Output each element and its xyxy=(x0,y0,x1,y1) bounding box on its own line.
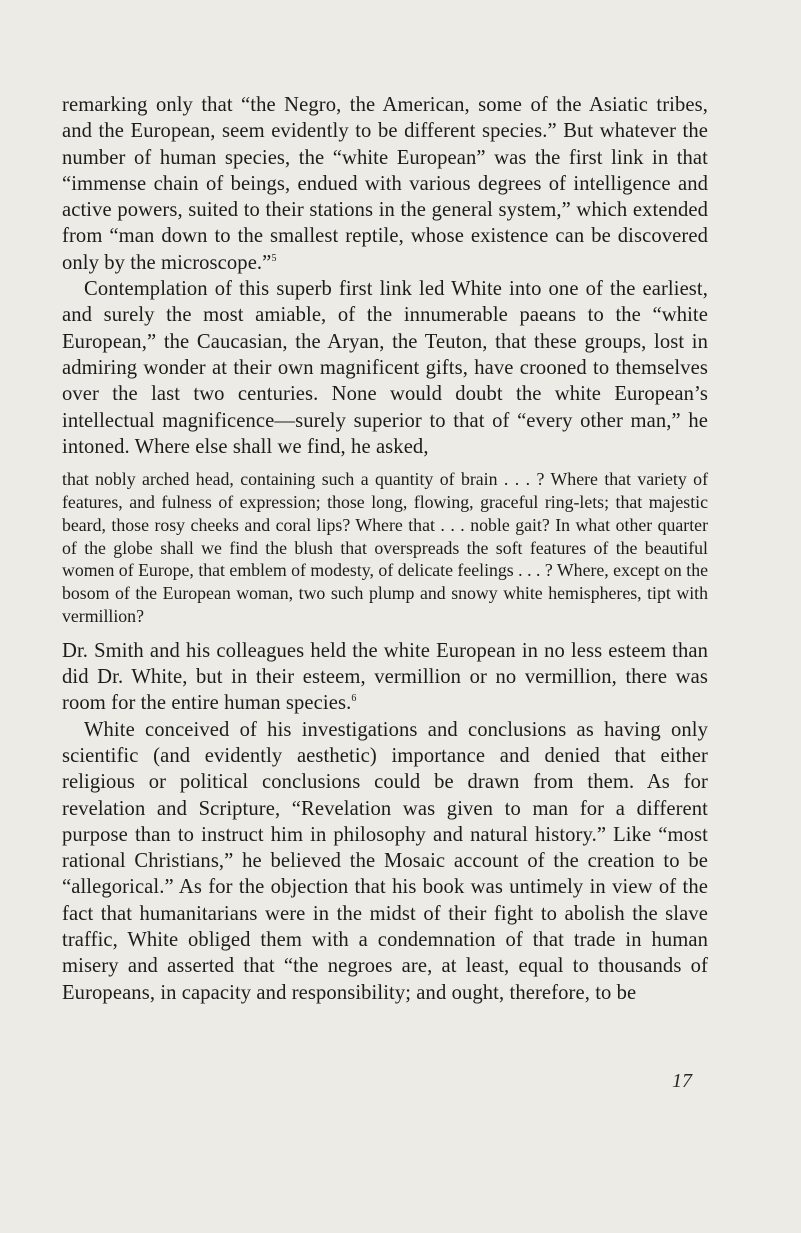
page-body xyxy=(62,92,708,1006)
paragraph xyxy=(62,92,708,276)
quote-text: that nobly arched head, containing such a quantity of brain . . . ? Where that variety of features, and fulness of expression; those long, flowing, graceful ring-lets; that majestic beard, those rosy cheeks and coral lips? Where that . . . noble gait? In what other quarter of the globe shall we find the blush that overspreads the soft features of the beautiful women of Europe, that emblem of modesty, of delicate feelings . . . ? Where, except on the bosom of the European woman, two such plump and snowy white hemispheres, tipt with vermillion? xyxy=(62,469,708,626)
paragraph xyxy=(62,717,708,1006)
page-number: 17 xyxy=(672,1070,692,1092)
footnote-marker: 5 xyxy=(271,252,277,264)
paragraph xyxy=(62,276,708,460)
block-quote xyxy=(62,468,708,628)
paragraph-text: Contemplation of this superb first link led White into one of the earliest, and surely the most amiable, of the innumerable paeans to the “white European,” the Caucasian, the Aryan, the Teuton, that these groups, lost in admiring wonder at their own magnificent gifts, have crooned to themselves over the last two centuries. None would doubt the white European’s intellectual magnificence—surely superior to that of “every other man,” he intoned. Where else shall we find, he asked, xyxy=(62,278,708,458)
paragraph xyxy=(62,638,708,717)
paragraph-text: White conceived of his investigations and conclusions as having only scientific (and evidently aesthetic) importance and denied that either religious or political conclusions could be drawn from them. As for revelation and Scripture, “Revelation was given to man for a different purpose than to instruct him in philosophy and natural history.” Like “most rational Christians,” he believed the Mosaic account of the creation to be “allegorical.” As for the objection that his book was untimely in view of the fact that humanitarians were in the midst of their fight to abolish the slave traffic, White obliged them with a condemnation of that trade in human misery and asserted that “the negroes are, at least, equal to thousands of Europeans, in capacity and responsibility; and ought, therefore, to be xyxy=(62,718,708,1004)
paragraph-text: Dr. Smith and his colleagues held the white European in no less esteem than did Dr. White, but in their esteem, vermillion or no vermillion, there was room for the entire human species. xyxy=(62,639,708,715)
paragraph-text: remarking only that “the Negro, the American, some of the Asiatic tribes, and the European, seem evidently to be different species.” But whatever the number of human species, the “white European” was the first link in that “immense chain of beings, endued with various degrees of intelligence and active powers, suited to their stations in the general system,” which extended from “man down to the smallest reptile, whose existence can be discovered only by the microscope.” xyxy=(62,94,708,274)
footnote-marker: 6 xyxy=(351,693,357,705)
